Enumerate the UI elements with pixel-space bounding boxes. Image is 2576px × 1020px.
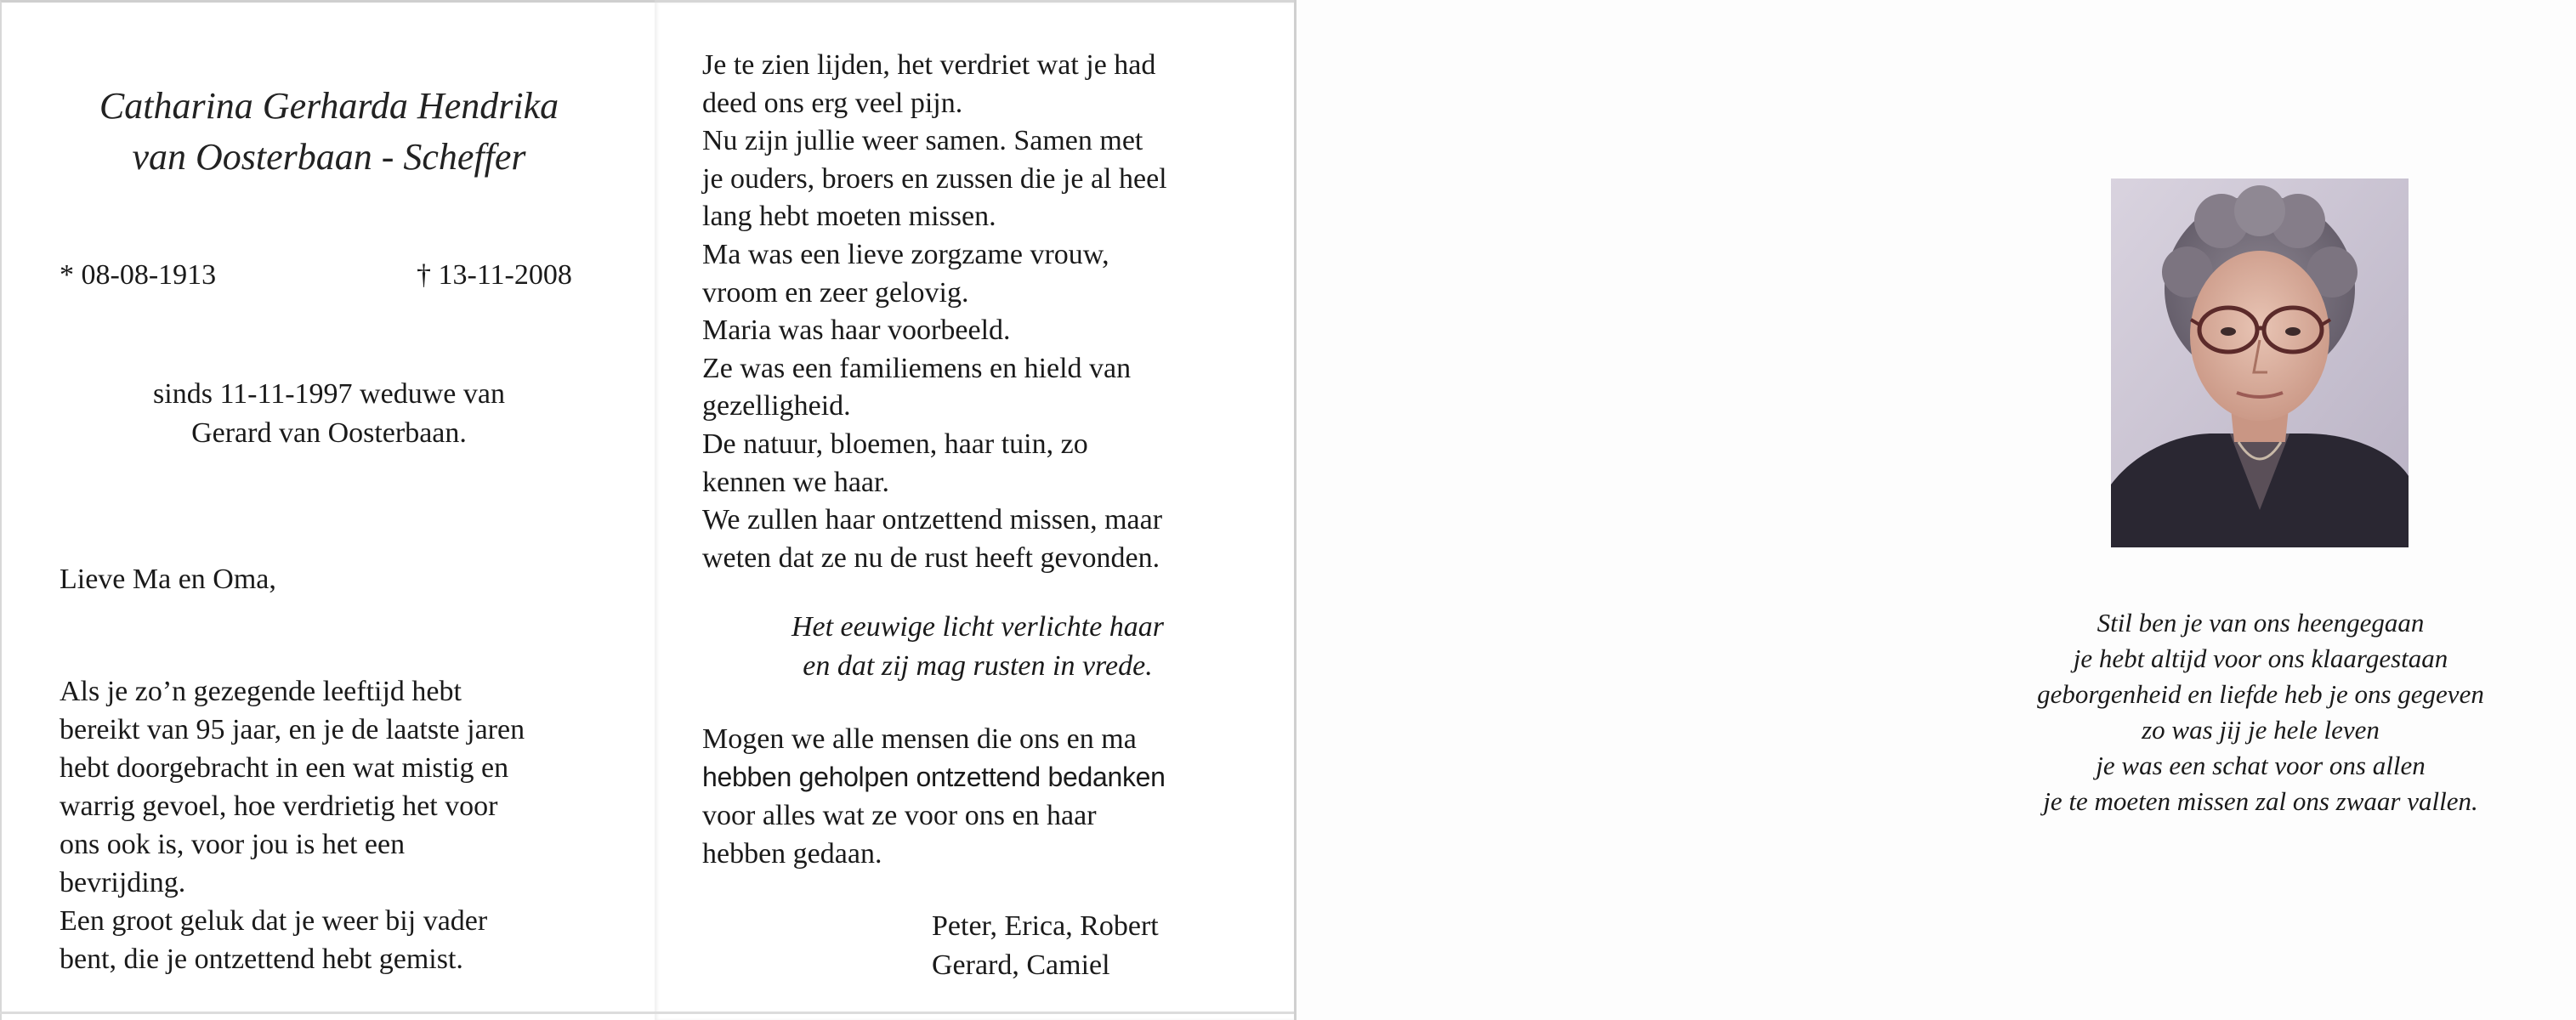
letter-line: deed ons erg veel pijn. <box>702 87 963 119</box>
letter-line: hebt doorgebracht in een wat mistig en <box>60 752 509 784</box>
left-panel <box>0 0 655 1020</box>
poem-line: je was een schat voor ons allen <box>2096 751 2426 780</box>
prayer-quote <box>689 608 1267 686</box>
thanks-text <box>702 720 1280 873</box>
letter-text-left <box>60 672 638 978</box>
family-signature <box>932 907 1159 985</box>
letter-line: vroom en zeer gelovig. <box>702 276 969 309</box>
letter-line: Maria was haar voorbeeld. <box>702 314 1011 347</box>
widow-line: sinds 11-11-1997 weduwe van <box>153 378 505 410</box>
letter-line: warrig gevoel, hoe verdrietig het voor <box>60 790 498 822</box>
memorial-poem <box>1948 605 2573 819</box>
birth-date: * 08-08-1913 <box>60 259 217 291</box>
signature-line: Peter, Erica, Robert <box>932 910 1159 942</box>
letter-greeting: Lieve Ma en Oma, <box>60 564 276 595</box>
death-date: † 13-11-2008 <box>417 259 572 291</box>
thanks-line: Mogen we alle mensen die ons en ma <box>702 723 1137 755</box>
letter-line: Je te zien lijden, het verdriet wat je had <box>702 49 1156 81</box>
name-line: van Oosterbaan - Scheffer <box>132 136 526 178</box>
poem-line: je te moeten missen zal ons zwaar vallen. <box>2043 786 2478 816</box>
thanks-line: hebben geholpen ontzettend bedanken <box>702 762 1166 792</box>
letter-line: bereikt van 95 jaar, en je de laatste jaren <box>60 714 525 745</box>
thanks-line: voor alles wat ze voor ons en haar <box>702 800 1097 831</box>
middle-panel <box>655 0 1294 1020</box>
deceased-name <box>53 81 605 183</box>
letter-line: bevrijding. <box>60 867 186 898</box>
letter-line: kennen we haar. <box>702 466 889 498</box>
widow-line: Gerard van Oosterbaan. <box>191 417 467 449</box>
letter-line: weten dat ze nu de rust heeft gevonden. <box>702 541 1160 574</box>
letter-line: lang hebt moeten missen. <box>702 201 996 233</box>
quote-line: Het eeuwige licht verlichte haar <box>791 611 1165 643</box>
letter-line: Als je zo’n gezegende leeftijd hebt <box>60 676 462 707</box>
quote-line: en dat zij mag rusten in vrede. <box>803 650 1153 682</box>
letter-line: Ze was een familiemens en hield van <box>702 352 1132 384</box>
thanks-line: hebben gedaan. <box>702 838 882 870</box>
letter-line: Een groot geluk dat je weer bij vader <box>60 905 488 937</box>
portrait-photo <box>2111 178 2409 547</box>
poem-line: geborgenheid en liefde heb je ons gegeven <box>2037 679 2484 709</box>
letter-line: bent, die je ontzettend hebt gemist. <box>60 944 463 975</box>
letter-line: je ouders, broers en zussen die je al heel <box>702 162 1167 195</box>
poem-line: zo was jij je hele leven <box>2142 715 2380 745</box>
right-panel <box>1294 0 2576 1020</box>
poem-line: je hebt altijd voor ons klaargestaan <box>2073 643 2448 673</box>
letter-line: We zullen haar ontzettend missen, maar <box>702 504 1163 536</box>
signature-line: Gerard, Camiel <box>932 949 1110 981</box>
letter-line: Nu zijn jullie weer samen. Samen met <box>702 125 1143 157</box>
letter-line: ons ook is, voor jou is het een <box>60 829 406 860</box>
poem-line: Stil ben je van ons heengegaan <box>2097 608 2425 638</box>
card-bottom-edge <box>0 1012 1294 1014</box>
letter-line: De natuur, bloemen, haar tuin, zo <box>702 428 1088 460</box>
letter-line: Ma was een lieve zorgzame vrouw, <box>702 238 1109 270</box>
name-line: Catharina Gerharda Hendrika <box>99 85 559 127</box>
letter-line: gezelligheid. <box>702 390 851 422</box>
letter-text-right <box>702 47 1280 577</box>
widow-note <box>53 375 605 453</box>
